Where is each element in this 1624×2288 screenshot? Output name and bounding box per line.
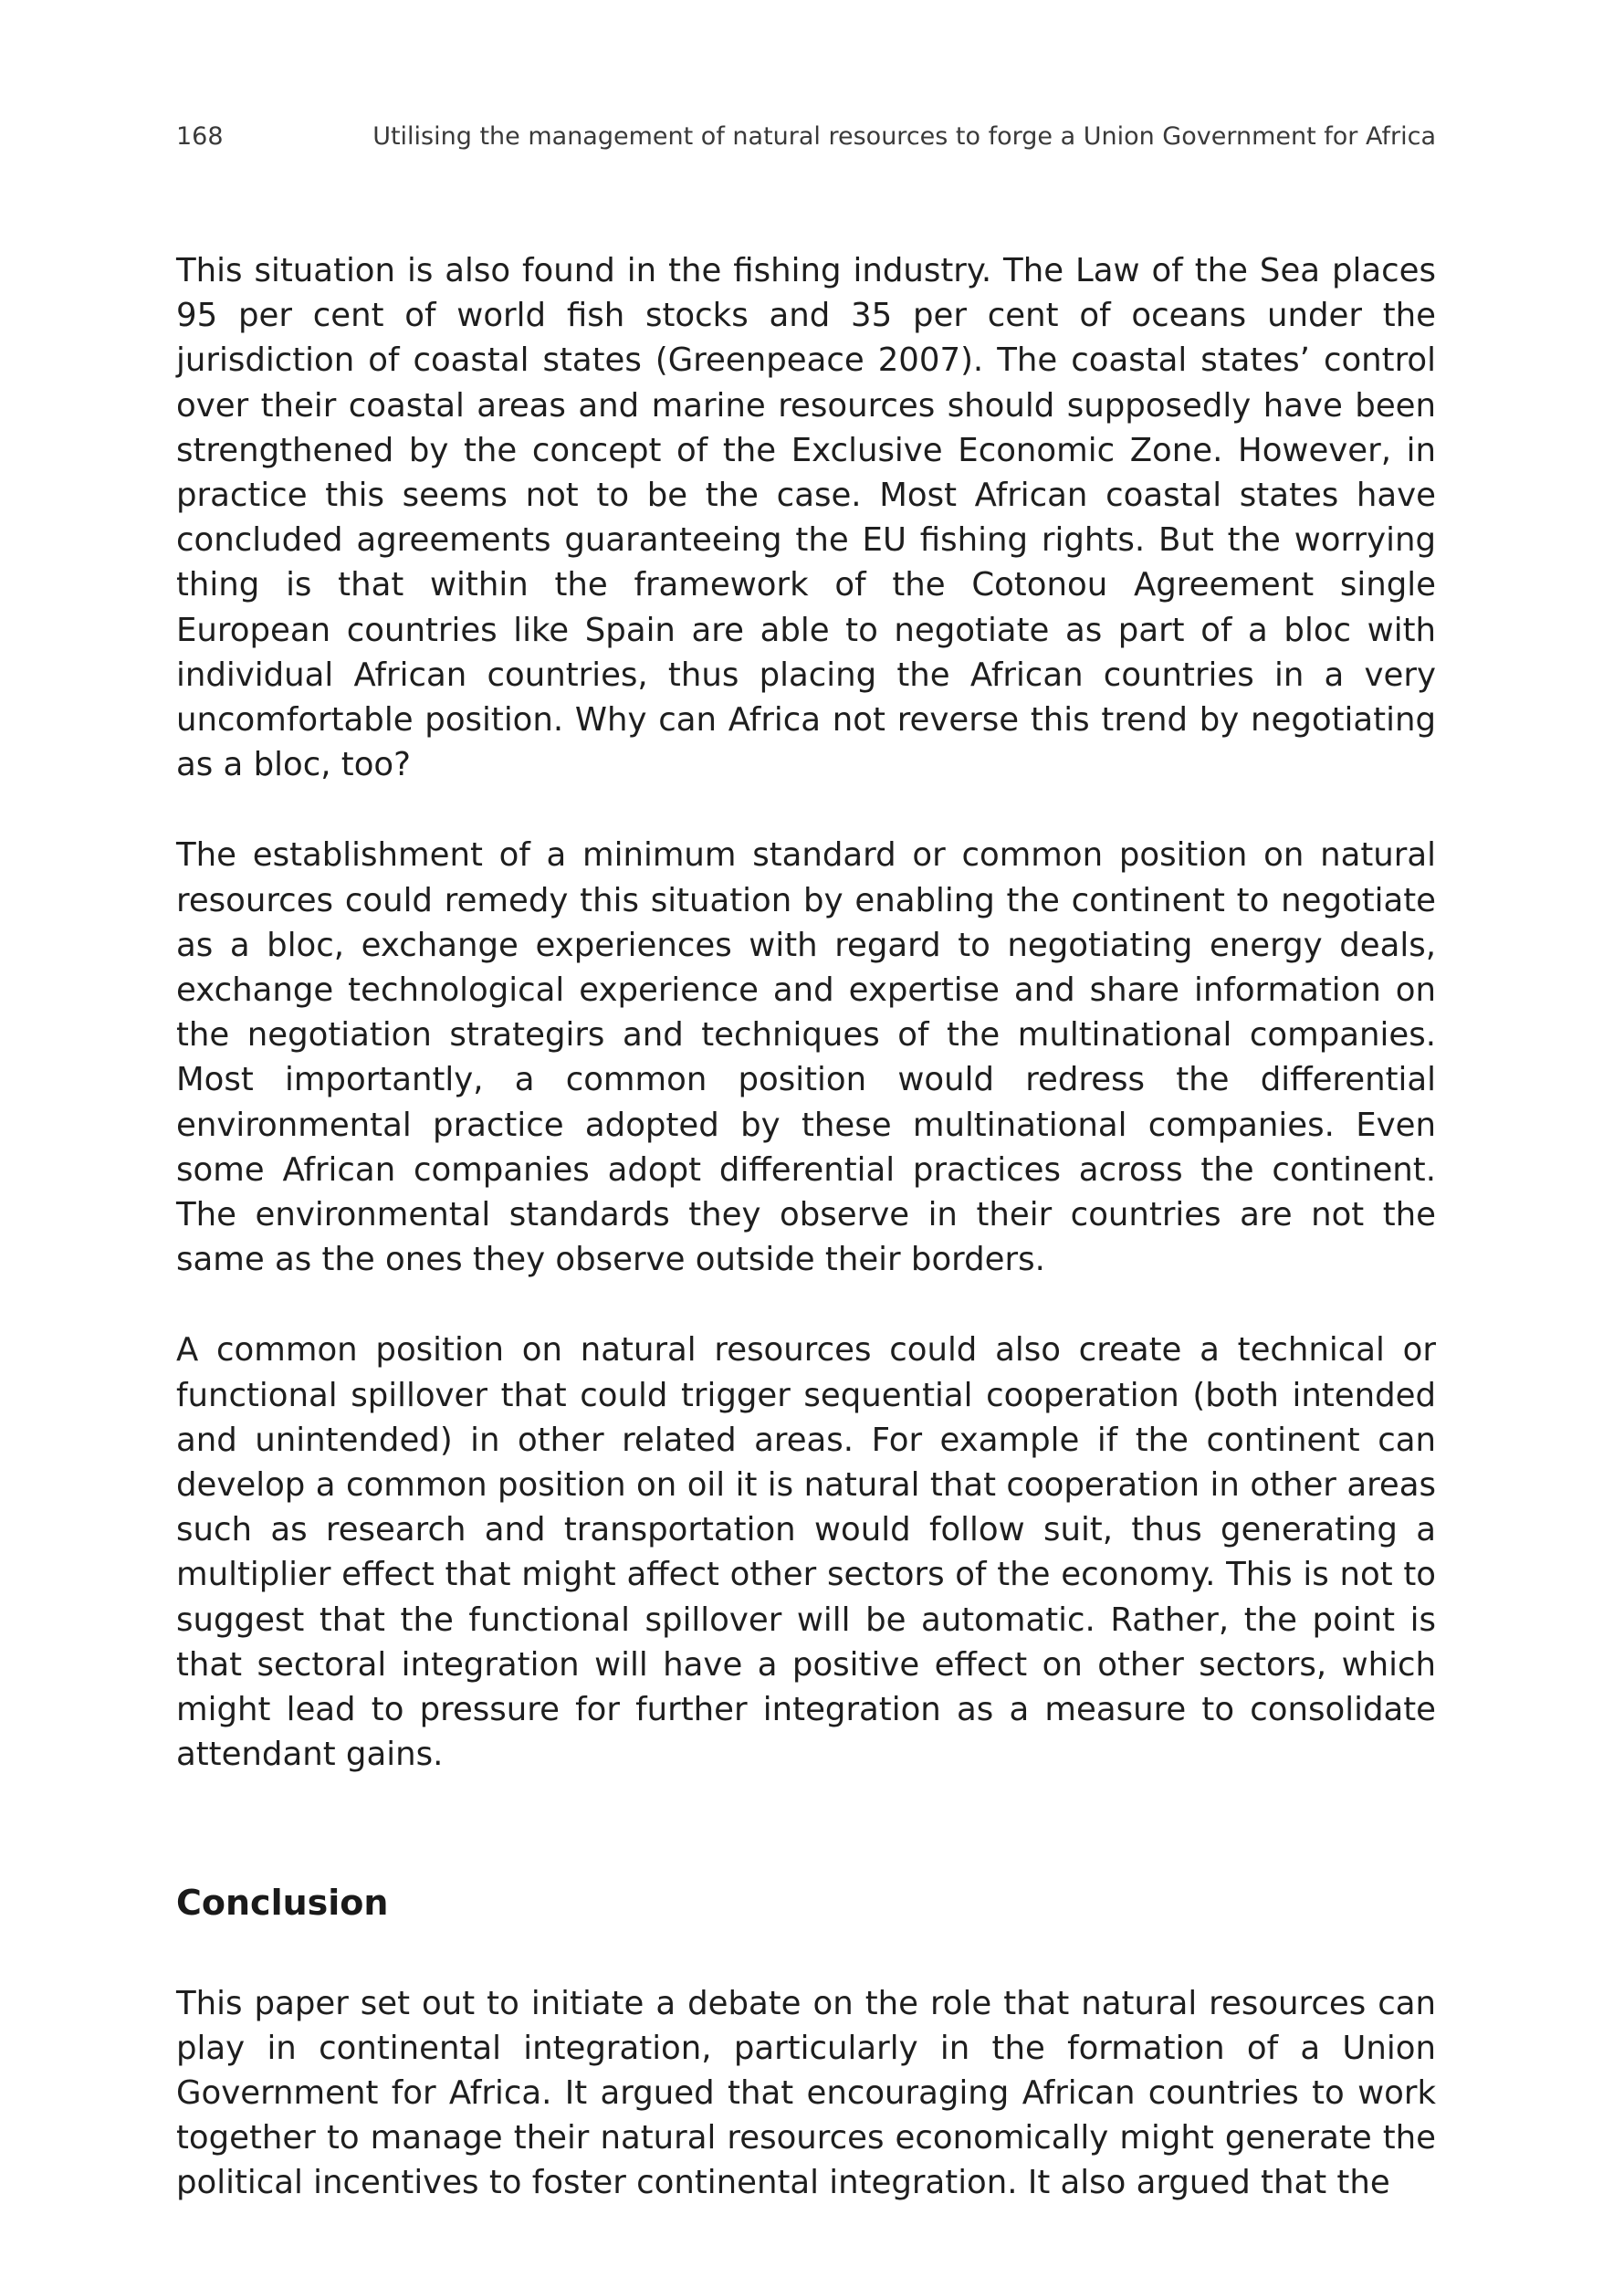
body-text (176, 248, 1436, 2206)
section-heading-conclusion: Conclusion (176, 1882, 389, 1923)
running-head (176, 117, 1436, 157)
paragraph-functional-spillover: A common position on natural resources could also create a technical or functional spillover that could trigger sequential cooperation (both intended and unintended) in other related areas. For example if the continent can develop a common position on oil it is natural that cooperation in other areas such as research and transportation would follow suit, thus generating a multiplier effect that might affect other sectors of the economy. This is not to suggest that the functional spillover will be automatic. Rather, the point is that sectoral integration will have a positive effect on other sectors, which might lead to pressure for further integration as a measure to consolidate attendant gains. (176, 1331, 1436, 1774)
paragraph-conclusion: This paper set out to initiate a debate on the role that natural resources can play in continental integration, particularly in the formation of a Union Government for Africa. It argued that encouraging African countries to work together to manage their natural resources economically might generate the political incentives to foster continental integration. It also argued that the (176, 1984, 1436, 2202)
paragraph-fishing-industry: This situation is also found in the fishing industry. The Law of the Sea places 95 per cent of world fish stocks and 35 per cent of oceans under the jurisdiction of coastal states (Greenpeace 2007). The coastal states’ control over their coastal areas and marine resources should supposedly have been strengthened by the concept of the Exclusive Economic Zone. However, in practice this seems not to be the case. Most African coastal states have concluded agreements guaranteeing the EU fishing rights. But the worrying thing is that within the framework of the Cotonou Agreement single European countries like Spain are able to negotiate as part of a bloc with individual African countries, thus placing the African countries in a very uncomfortable position. Why can Africa not reverse this trend by negotiating as a bloc, too? (176, 252, 1436, 784)
page-number: 168 (176, 122, 224, 151)
running-title: Utilising the management of natural resources to forge a Union Government for Africa (372, 122, 1436, 151)
paragraph-common-position: The establishment of a minimum standard or common position on natural resources could remedy this situation by enabling the continent to negotiate as a bloc, exchange experiences with regard to negotiating energy deals, exchange technological experience and expertise and share information on the negotiation strategirs and techniques of the multinational companies. Most importantly, a common position would redress the differential environmental practice adopted by these multinational companies. Even some African companies adopt differential practices across the continent. The environmental standards they observe in their countries are not the same as the ones they observe outside their borders. (176, 836, 1436, 1279)
